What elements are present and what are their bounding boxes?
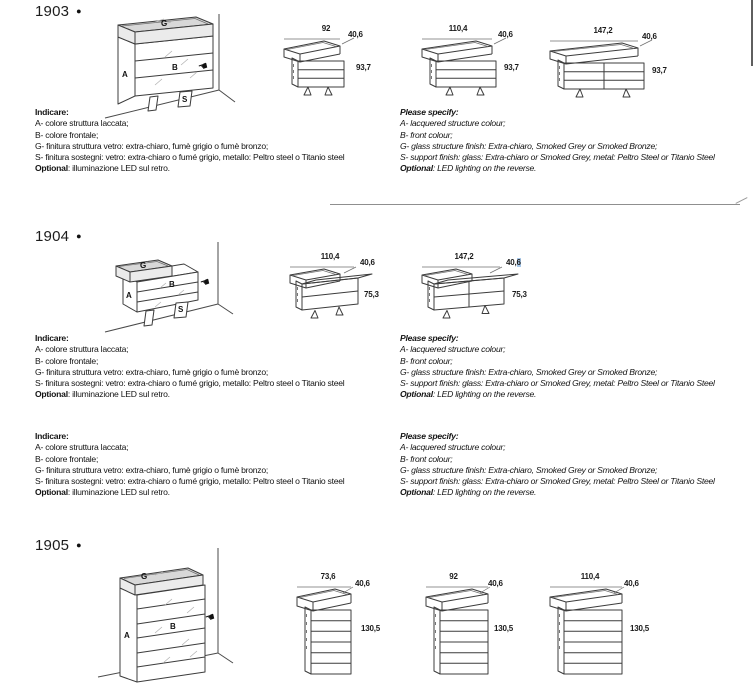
glass-label: G bbox=[161, 19, 168, 28]
spec-line-g: G- glass structure finish: Extra-chiaro, Smoked Grey or Smoked Bronze; bbox=[400, 140, 658, 151]
variant-drawing-1904-1 bbox=[288, 252, 388, 324]
dim-depth: 40,6 bbox=[498, 30, 513, 39]
page-edge-line bbox=[751, 0, 753, 66]
spec-line-s: S- finitura sostegni: vetro: extra-chiaro o fumé grigio, metallo: Peltro steel o Titanio steel bbox=[35, 152, 345, 163]
spec-block-en-1903 bbox=[400, 107, 752, 175]
dim-width: 110,4 bbox=[320, 252, 340, 261]
model-bullet-icon: ● bbox=[76, 231, 82, 241]
spec-line-s: S- support finish: glass: Extra-chiaro or Smoked Grey, metal: Peltro Steel or Titanio Steel bbox=[400, 476, 715, 487]
spec-line-b: B- colore frontale; bbox=[35, 453, 99, 464]
dim-height: 130,5 bbox=[494, 624, 514, 633]
support-label: S bbox=[178, 305, 184, 314]
main-drawing-1903 bbox=[95, 12, 245, 114]
dim-width: 92 bbox=[449, 572, 458, 581]
spec-line-g: G- glass structure finish: Extra-chiaro, Smoked Grey or Smoked Bronze; bbox=[400, 366, 658, 377]
model-title-1903 bbox=[35, 3, 82, 20]
variant-drawing-1905-1 bbox=[295, 572, 390, 680]
spec-line-g: G- finitura struttura vetro: extra-chiaro, fumè grigio o fumè bronzo; bbox=[35, 464, 269, 475]
spec-line-s: S- finitura sostegni: vetro: extra-chiaro o fumé grigio, metallo: Peltro steel o Titanio steel bbox=[35, 476, 345, 487]
model-number: 1903 bbox=[35, 3, 70, 20]
section-divider bbox=[330, 204, 740, 205]
push-hand-icon: ☚ bbox=[198, 274, 212, 291]
variant-svg bbox=[420, 264, 518, 320]
dim-depth: 40,6 bbox=[488, 579, 503, 588]
dim-depth: 40,6 bbox=[360, 258, 375, 267]
dim-height: 130,5 bbox=[361, 624, 381, 633]
front-label: B bbox=[172, 63, 178, 72]
main-drawing-1903-svg bbox=[95, 12, 245, 114]
main-drawing-1904 bbox=[100, 240, 250, 335]
variant-drawing-1903-3 bbox=[548, 26, 675, 102]
dim-width: 110,4 bbox=[580, 572, 600, 581]
dim-width: 73,6 bbox=[320, 572, 336, 581]
dim-width: 92 bbox=[321, 24, 331, 33]
model-title-1905 bbox=[35, 537, 82, 554]
model-title-1904 bbox=[35, 228, 82, 245]
spec-heading: Indicare: bbox=[35, 107, 69, 117]
variant-svg bbox=[288, 264, 372, 320]
spec-line-b: B- front colour; bbox=[400, 129, 453, 140]
spec-line-optional: Optional: illuminazione LED sul retro. bbox=[35, 487, 170, 498]
dim-width: 110,4 bbox=[448, 24, 468, 33]
dim-width: 147,2 bbox=[593, 26, 613, 35]
spec-heading: Indicare: bbox=[35, 431, 69, 441]
spec-line-a: A- colore struttura laccata; bbox=[35, 118, 129, 129]
variant-drawing-1905-2 bbox=[424, 572, 524, 680]
main-drawing-1904-svg bbox=[100, 240, 250, 335]
spec-line-a: A- lacquered structure colour; bbox=[400, 344, 506, 355]
variant-drawing-1903-1 bbox=[282, 24, 374, 100]
spec-block-en-1904b bbox=[400, 431, 752, 499]
push-hand-icon: ☚ bbox=[203, 609, 217, 626]
spec-line-g: G- glass structure finish: Extra-chiaro, Smoked Grey or Smoked Bronze; bbox=[400, 464, 658, 475]
dim-depth: 40,6 bbox=[624, 579, 639, 588]
structure-label: A bbox=[126, 291, 132, 300]
spec-line-optional: Optional: LED lighting on the reverse. bbox=[400, 163, 537, 174]
model-bullet-icon: ● bbox=[76, 540, 82, 550]
dim-height: 130,5 bbox=[630, 624, 650, 633]
dim-depth: 40,6 bbox=[506, 258, 521, 267]
highlighted-digit: 6 bbox=[516, 258, 521, 267]
spec-line-a: A- lacquered structure colour; bbox=[400, 118, 506, 129]
variant-svg bbox=[420, 36, 512, 98]
dim-height: 93,7 bbox=[356, 63, 371, 72]
front-label: B bbox=[170, 622, 176, 631]
support-label: S bbox=[182, 95, 188, 104]
spec-line-optional: Optional: LED lighting on the reverse. bbox=[400, 487, 537, 498]
dim-width: 147,2 bbox=[454, 252, 474, 261]
spec-block-it-1904a bbox=[35, 333, 387, 401]
spec-line-b: B- colore frontale; bbox=[35, 355, 99, 366]
spec-block-it-1903 bbox=[35, 107, 387, 175]
spec-line-g: G- finitura struttura vetro: extra-chiaro, fumè grigio o fumè bronzo; bbox=[35, 366, 269, 377]
front-label: B bbox=[169, 280, 175, 289]
spec-line-optional: Optional: LED lighting on the reverse. bbox=[400, 389, 537, 400]
spec-heading: Please specify: bbox=[400, 431, 459, 441]
dim-depth: 40,6 bbox=[642, 32, 657, 41]
structure-label: A bbox=[124, 631, 130, 640]
spec-line-b: B- front colour; bbox=[400, 453, 453, 464]
spec-block-en-1904a bbox=[400, 333, 752, 401]
spec-line-a: A- lacquered structure colour; bbox=[400, 442, 506, 453]
dim-height: 75,3 bbox=[512, 290, 527, 299]
glass-label: G bbox=[140, 261, 147, 270]
variant-svg bbox=[424, 584, 498, 679]
spec-line-b: B- colore frontale; bbox=[35, 129, 99, 140]
glass-label: G bbox=[141, 572, 148, 581]
spec-heading: Please specify: bbox=[400, 333, 459, 343]
spec-line-g: G- finitura struttura vetro: extra-chiaro, fumè grigio o fumè bronzo; bbox=[35, 140, 269, 151]
variant-svg bbox=[282, 36, 360, 98]
model-number: 1904 bbox=[35, 228, 70, 245]
push-hand-icon: ☚ bbox=[196, 58, 210, 75]
dim-depth: 40,6 bbox=[355, 579, 370, 588]
variant-drawing-1904-2 bbox=[420, 252, 530, 324]
spec-line-s: S- finitura sostegni: vetro: extra-chiaro o fumé grigio, metallo: Peltro steel o Titanio steel bbox=[35, 378, 345, 389]
model-bullet-icon: ● bbox=[76, 6, 82, 16]
spec-block-it-1904b bbox=[35, 431, 387, 499]
dresser-body bbox=[118, 36, 213, 111]
spec-line-a: A- colore struttura laccata; bbox=[35, 344, 129, 355]
main-drawing-1905 bbox=[95, 545, 255, 681]
dim-height: 75,3 bbox=[364, 290, 379, 299]
spec-line-b: B- front colour; bbox=[400, 355, 453, 366]
variant-drawing-1903-2 bbox=[420, 24, 525, 100]
structure-label: A bbox=[122, 70, 128, 79]
dim-depth: 40,6 bbox=[348, 30, 363, 39]
main-drawing-1905-svg bbox=[95, 545, 255, 681]
spec-line-a: A- colore struttura laccata; bbox=[35, 442, 129, 453]
spec-line-s: S- support finish: glass: Extra-chiaro or Smoked Grey, metal: Peltro Steel or Titanio Steel bbox=[400, 378, 715, 389]
dim-height: 93,7 bbox=[652, 66, 667, 75]
dresser-body bbox=[120, 585, 205, 682]
variant-drawing-1905-3 bbox=[548, 572, 653, 680]
page-fold-mark bbox=[735, 197, 747, 204]
model-number: 1905 bbox=[35, 537, 70, 554]
spec-heading: Please specify: bbox=[400, 107, 459, 117]
dim-height: 93,7 bbox=[504, 63, 519, 72]
variant-svg bbox=[295, 584, 361, 679]
variant-svg bbox=[548, 38, 660, 100]
spec-line-optional: Optional: illuminazione LED sul retro. bbox=[35, 389, 170, 400]
spec-heading: Indicare: bbox=[35, 333, 69, 343]
spec-line-s: S- support finish: glass: Extra-chiaro or Smoked Grey, metal: Peltro Steel or Titanio Steel bbox=[400, 152, 715, 163]
spec-line-optional: Optional: illuminazione LED sul retro. bbox=[35, 163, 170, 174]
variant-svg bbox=[548, 584, 632, 679]
